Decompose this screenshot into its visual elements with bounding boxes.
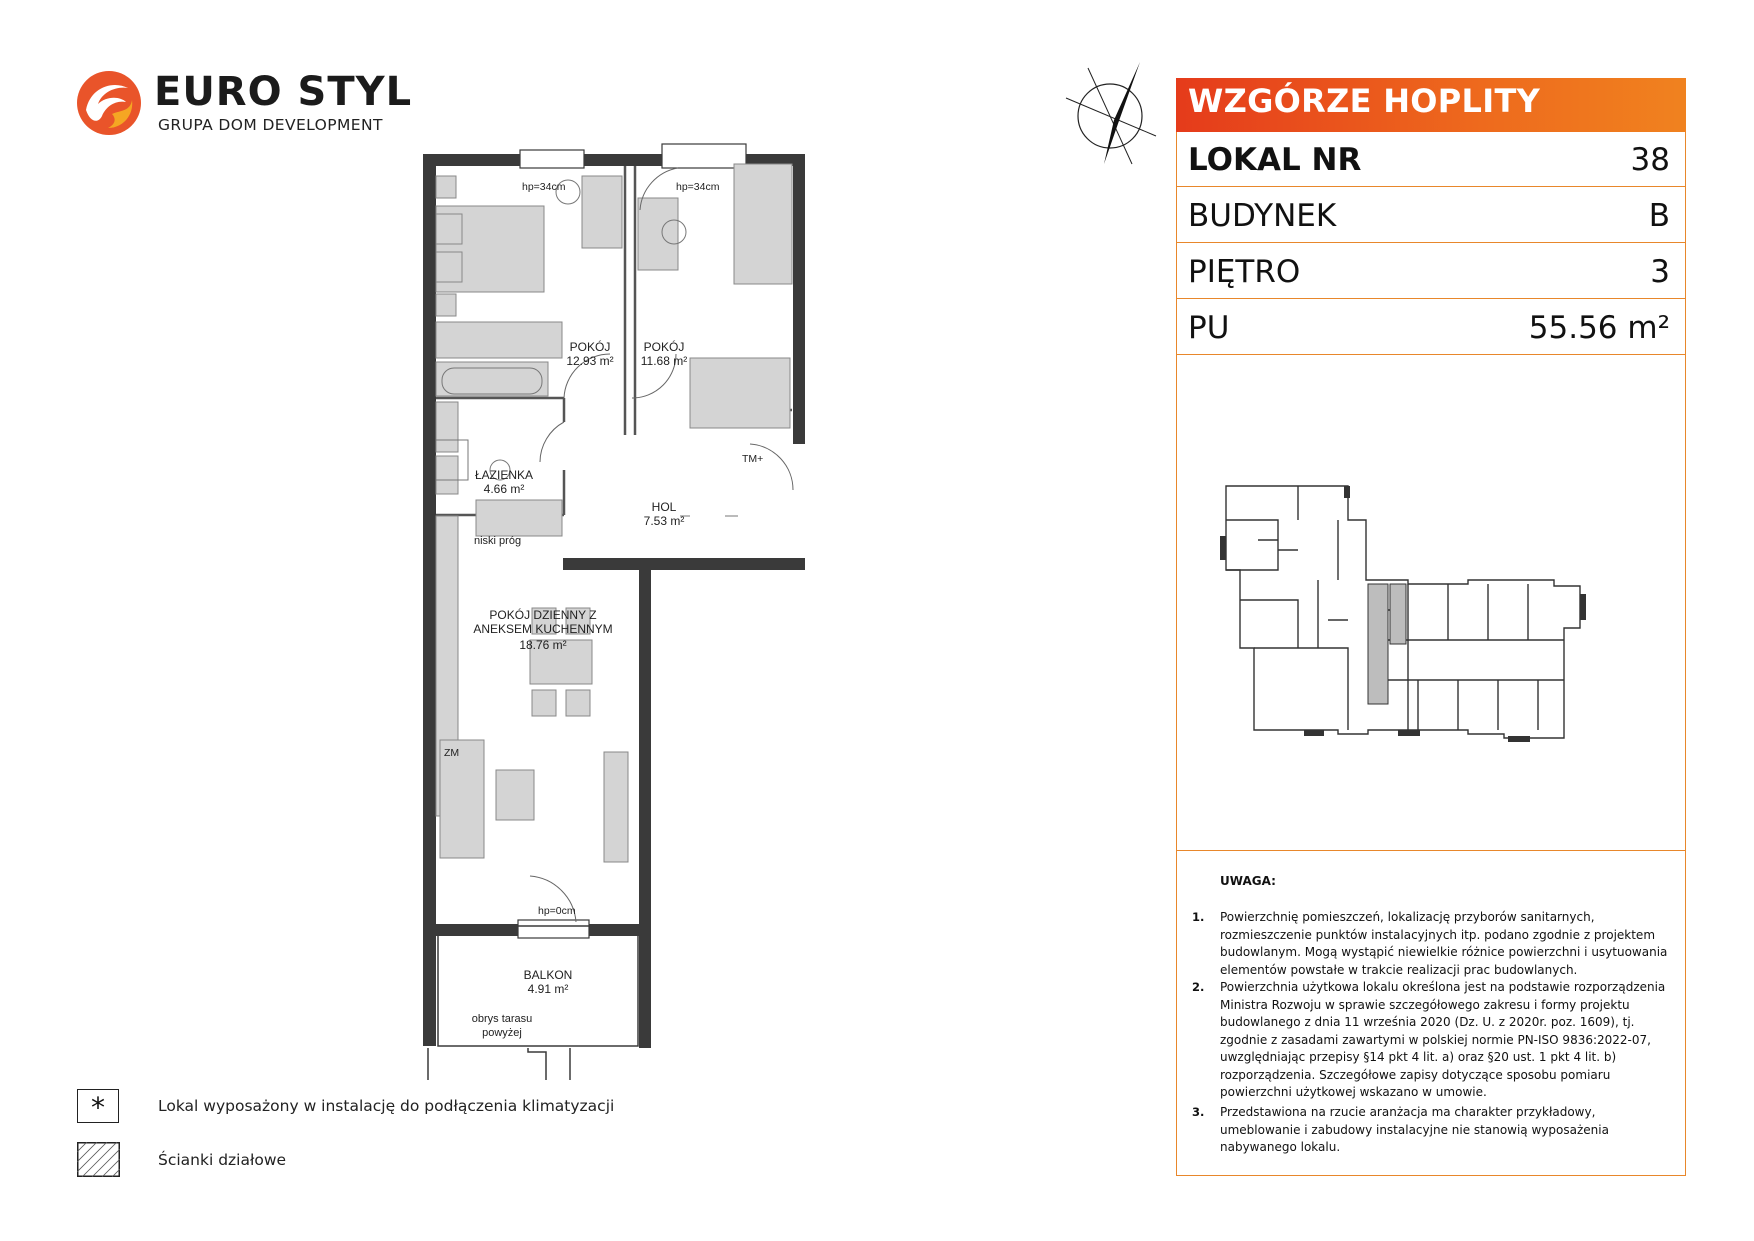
floor-value: 3 bbox=[1650, 254, 1670, 290]
row-divider bbox=[1176, 242, 1686, 243]
room-area: 12.93 m² bbox=[566, 354, 614, 368]
area-value: 55.56 m² bbox=[1528, 310, 1670, 346]
floor-label: PIĘTRO bbox=[1188, 254, 1301, 290]
unit-number-label: LOKAL NR bbox=[1188, 142, 1362, 178]
partition-legend-text: Ścianki działowe bbox=[158, 1151, 287, 1169]
room-area: 7.53 m² bbox=[643, 514, 685, 528]
terrace-outline-label: obrys tarasu powyżej bbox=[471, 1013, 533, 1039]
ac-legend-text: Lokal wyposażony w instalację do podłączenia klimatyzacji bbox=[158, 1097, 615, 1115]
sill-height-label: hp=34cm bbox=[522, 181, 566, 193]
room-name: HOL bbox=[651, 500, 677, 514]
media-box-label: TM+ bbox=[742, 453, 764, 465]
room-area: 11.68 m² bbox=[640, 354, 688, 368]
room-name: POKÓJ bbox=[569, 340, 611, 354]
building-value: B bbox=[1648, 198, 1670, 234]
water-meter-label: ZM bbox=[444, 747, 460, 759]
row-divider bbox=[1176, 850, 1686, 851]
logo-subtitle: GRUPA DOM DEVELOPMENT bbox=[158, 116, 383, 134]
note-text: Powierzchnia użytkowa lokalu określona jest na podstawie rozporządzenia Ministra Rozwoju w sprawie szczegółowego zakresu i formy projektu budowlanego z dnia 11 września 2020 (Dz. U. z 2020r. poz. 1609), tj. zgodnie z zasadami zawartymi w polskiej normie PN-ISO 9836:2022-07, uwzględniając przepisy §14 pkt 4 lit. a) oraz §20 ust. 1 pkt 4 lit. b) rozporządzenia. Szczegółowe zapisy dotyczące sposobu pomiaru powierzchni użytkowej wskazano w umowie. bbox=[1220, 980, 1666, 1099]
note-number: 3. bbox=[1192, 1105, 1205, 1119]
room-name: BALKON bbox=[523, 968, 573, 982]
room-name: POKÓJ bbox=[643, 340, 685, 354]
row-divider bbox=[1176, 354, 1686, 355]
room-name: ŁAZIENKA bbox=[474, 468, 534, 482]
threshold-label: niski próg bbox=[474, 535, 522, 547]
sill-height-label: hp=34cm bbox=[676, 181, 720, 193]
compass-icon bbox=[1058, 60, 1168, 170]
notes-title: UWAGA: bbox=[1220, 874, 1276, 888]
note-text: Powierzchnię pomieszczeń, lokalizację przyborów sanitarnych, rozmieszczenie punktów instalacyjnych itp. podano zgodnie z projektem budowlanym. Mogą wystąpić niewielkie różnice powierzchni i usytuowania elementów powstałe w trakcie realizacji prac budowlanych. bbox=[1220, 910, 1668, 977]
room-area: 4.91 m² bbox=[527, 982, 569, 996]
unit-number-value: 38 bbox=[1630, 142, 1670, 178]
room-name: POKÓJ DZIENNY Z ANEKSEM KUCHENNYM bbox=[473, 608, 613, 636]
room-area: 18.76 m² bbox=[519, 638, 567, 652]
note-text: Przedstawiona na rzucie aranżacja ma charakter przykładowy, umeblowanie i zabudowy instalacyjne nie stanowią wyposażenia nabywanego lokalu. bbox=[1220, 1105, 1609, 1154]
building-key-plan bbox=[1218, 480, 1648, 742]
row-divider bbox=[1176, 186, 1686, 187]
note-number: 1. bbox=[1192, 910, 1205, 924]
row-divider bbox=[1176, 298, 1686, 299]
logo-name: EURO STYL bbox=[154, 69, 413, 115]
partition-wall-legend-icon bbox=[77, 1142, 120, 1177]
development-title: WZGÓRZE HOPLITY bbox=[1188, 82, 1541, 120]
logo-icon bbox=[76, 70, 142, 136]
area-label: PU bbox=[1188, 310, 1230, 346]
sill-height-label: hp=0cm bbox=[538, 905, 576, 917]
ac-legend-symbol: * bbox=[77, 1089, 119, 1123]
note-number: 2. bbox=[1192, 980, 1205, 994]
room-area: 4.66 m² bbox=[483, 482, 525, 496]
building-label: BUDYNEK bbox=[1188, 198, 1337, 234]
